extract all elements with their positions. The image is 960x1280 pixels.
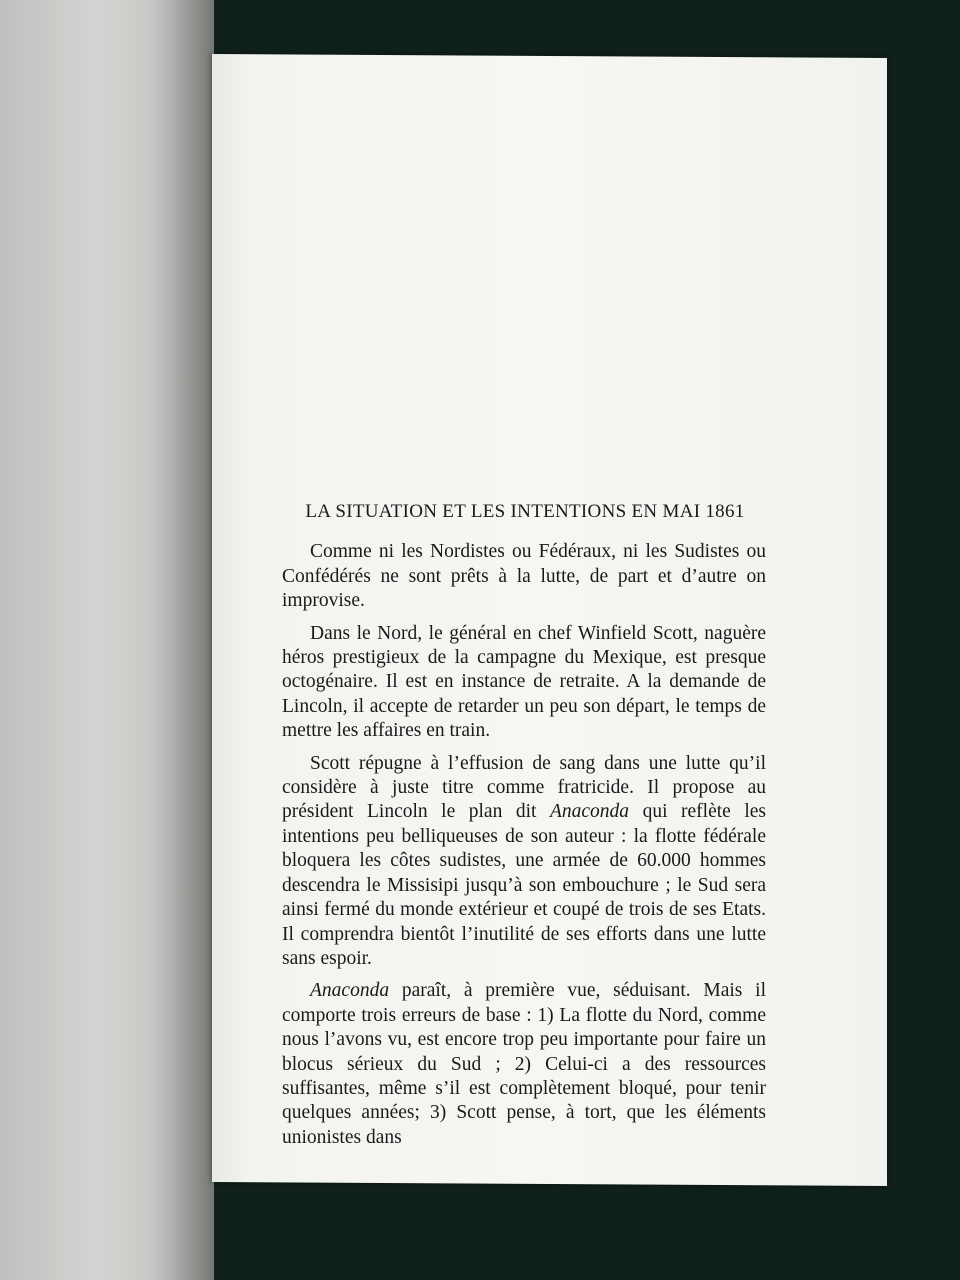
section-heading: LA SITUATION ET LES INTENTIONS EN MAI 1861 <box>305 501 745 522</box>
body-paragraphs <box>282 540 766 1150</box>
paragraph-3 <box>282 752 766 972</box>
paragraph-2 <box>282 622 766 744</box>
show-through-text <box>252 140 792 510</box>
paragraph-4 <box>282 979 766 1150</box>
page-text <box>282 500 766 1158</box>
paragraph-text: Scott répugne à l’effusion de sang dans une lutte qu’il considère à juste titre comme fratricide. Il propose au président Lincoln le plan dit <box>282 752 766 823</box>
italic-term: Anaconda <box>310 980 390 1002</box>
italic-term: Anaconda <box>549 801 630 823</box>
paragraph-text: qui reflète les intentions peu belliqueuses de son auteur : la flotte fédérale bloquera les côtes sudistes, une armée de 60.000 hommes descendra le Missisipi jusqu’à son embouchure ; le Sud sera ainsi fermé du monde extérieur et coupé de trois de ses Etats. Il comprendra bientôt l’inutilité de ses efforts dans une lutte sans espoir. <box>282 801 766 969</box>
paragraph-1 <box>282 540 766 613</box>
paragraph-text: paraît, à première vue, séduisant. Mais il comporte trois erreurs de base : 1) La flotte du Nord, comme nous l’avons vu, est encore trop peu importante pour faire un blocus sérieux du Sud ; 2) Celui-ci a des ressources suffisantes, même s’il est complètement bloqué, pour tenir quelques années; 3) Scott pense, à tort, que les éléments unionistes dans <box>282 980 766 1148</box>
book-gutter-shadow <box>150 0 214 1280</box>
paragraph-text: Dans le Nord, le général en chef Winfield Scott, naguère héros prestigieux de la campagne du Mexique, est presque octogénaire. Il est en instance de retraite. A la demande de Lincoln, il accepte de retarder un peu son départ, le temps de mettre les affaires en train. <box>282 622 766 742</box>
paragraph-text: Comme ni les Nordistes ou Fédéraux, ni les Sudistes ou Confédérés ne sont prêts à la lutte, de part et d’autre on improvise. <box>282 541 766 612</box>
